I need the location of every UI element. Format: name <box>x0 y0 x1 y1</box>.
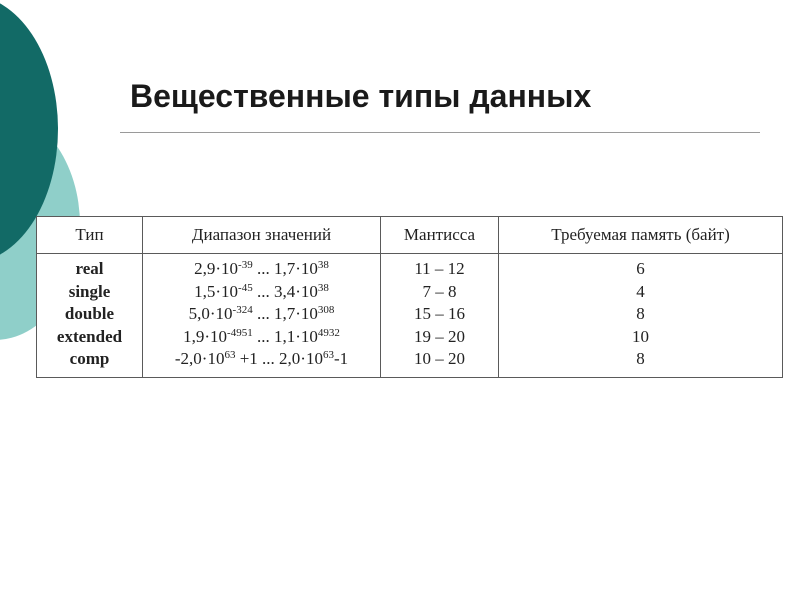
range-value: $5,0\cdot 10^{-324}$ ... $1,7\cdot 10^{308}$ <box>188 304 335 323</box>
memory-cell <box>499 254 783 378</box>
mantissa-value: 7 – 8 <box>422 281 457 301</box>
mantissa-value: 11 – 12 <box>414 259 465 278</box>
memory-value: 4 <box>636 281 645 301</box>
memory-value: 10 <box>632 326 649 346</box>
header-memory: Требуемая память (байт) <box>499 217 783 254</box>
range-value: $-2,0\cdot 10^{63} +1$ ... $2,0\cdot 10^{63}-1$ <box>174 349 349 368</box>
mantissa-value: 15 – 16 <box>414 304 465 323</box>
type-name: single <box>68 281 111 301</box>
memory-value: 6 <box>636 259 645 278</box>
type-name: double <box>64 304 115 323</box>
header-range: Диапазон значений <box>143 217 381 254</box>
header-type: Тип <box>37 217 143 254</box>
mantissa-value: 19 – 20 <box>414 326 465 346</box>
type-cell <box>37 254 143 378</box>
range-value: $2,9\cdot 10^{-39}$ ... $1,7\cdot 10^{38}$ <box>194 259 329 278</box>
type-name: comp <box>69 349 110 368</box>
range-value: $1,5\cdot 10^{-45}$ ... $3,4\cdot 10^{38}$ <box>194 281 329 301</box>
range-value: $1,9\cdot 10^{-4951}$ ... $1,1\cdot 10^{4932}$ <box>183 326 340 346</box>
table-row <box>37 254 783 378</box>
type-name: real <box>75 259 104 278</box>
type-name: extended <box>56 326 123 346</box>
table-header-row <box>37 217 783 254</box>
data-types-table <box>36 216 783 378</box>
header-mantissa: Мантисса <box>381 217 499 254</box>
title-underline <box>120 132 760 133</box>
memory-value: 8 <box>636 349 645 368</box>
memory-value: 8 <box>636 304 645 323</box>
mantissa-cell <box>381 254 499 378</box>
mantissa-value: 10 – 20 <box>414 349 465 368</box>
range-cell <box>143 254 381 378</box>
slide-title: Вещественные типы данных <box>130 78 592 114</box>
